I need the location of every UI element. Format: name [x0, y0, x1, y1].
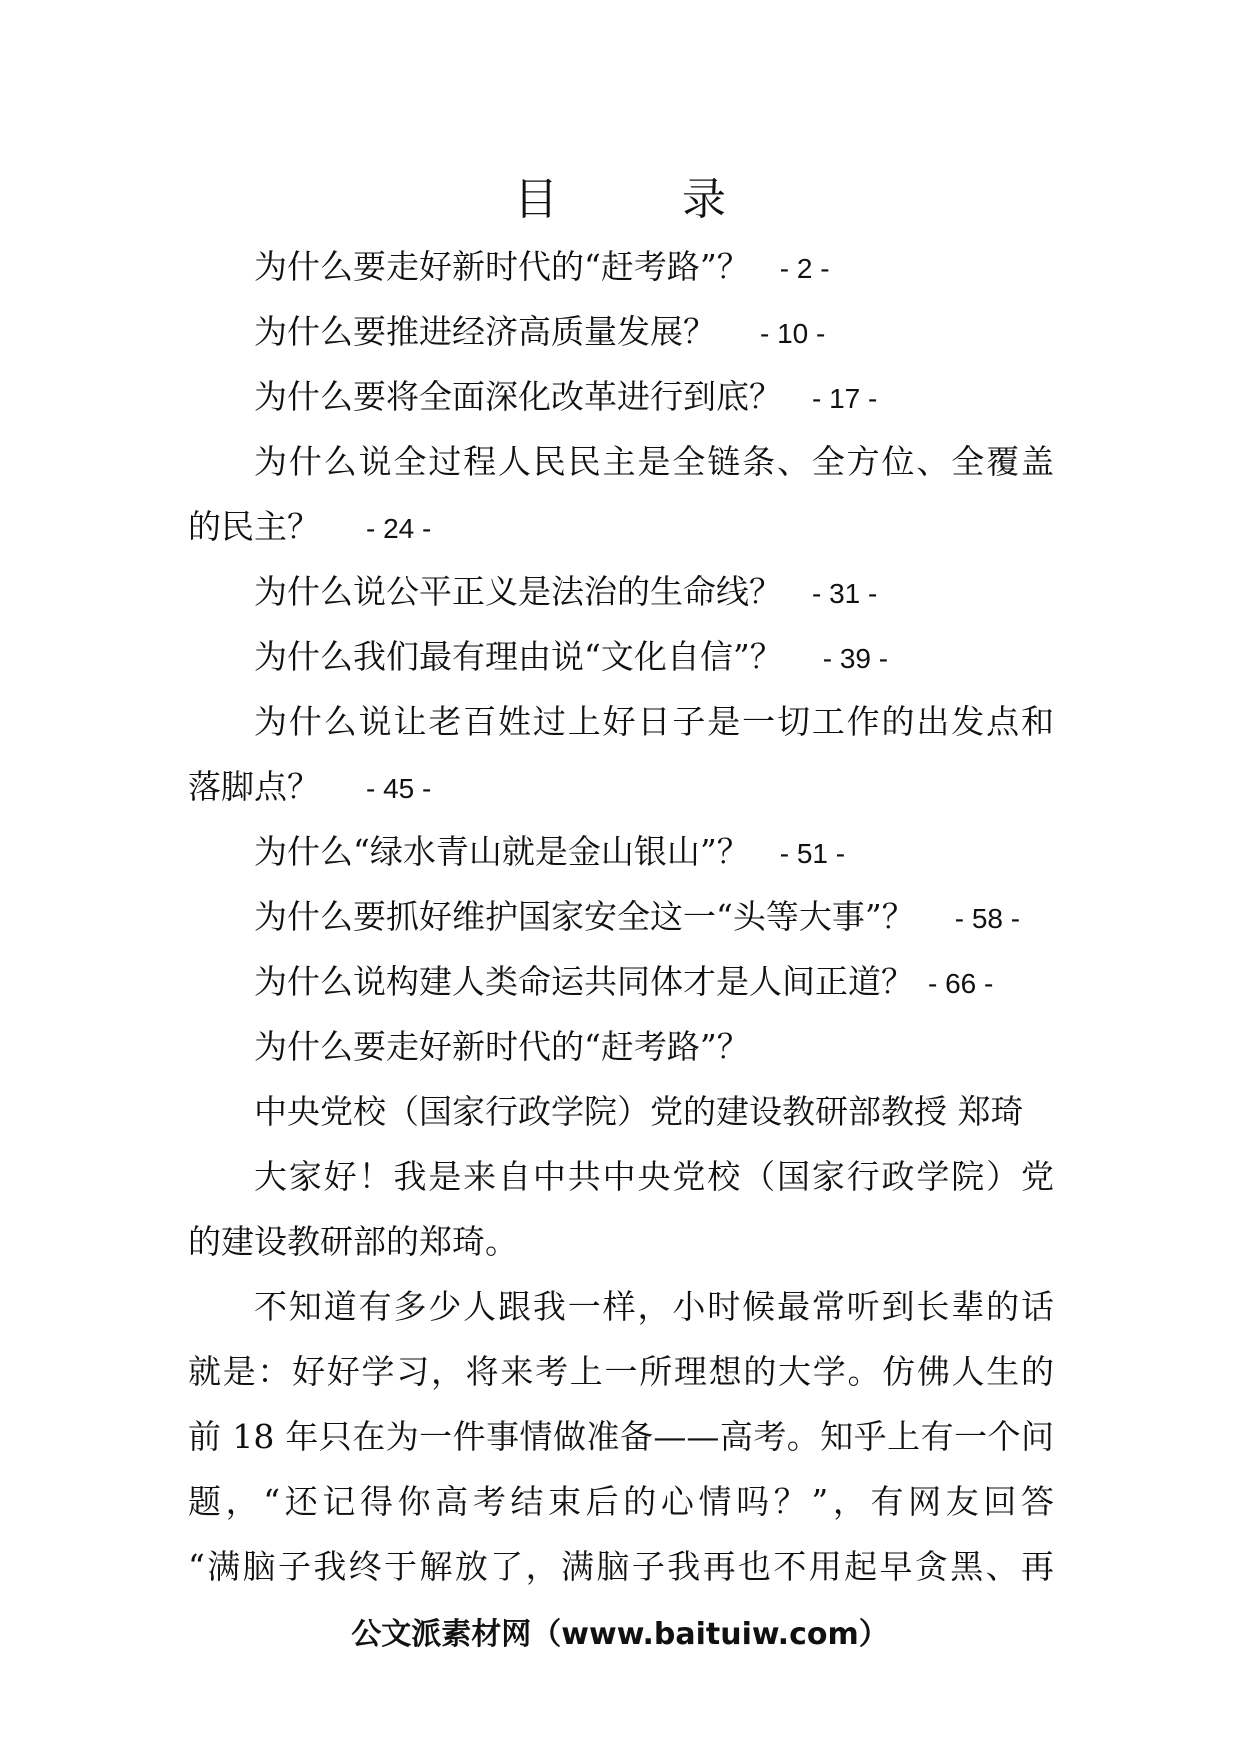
- toc-entry-2[interactable]: [188, 299, 1054, 364]
- toc-entry-7-line-1[interactable]: [188, 689, 1054, 754]
- toc-page-number: - 51 -: [779, 838, 846, 869]
- toc-entry-5[interactable]: [188, 559, 1054, 624]
- toc-title: 目 录: [514, 174, 766, 225]
- paragraph-2-line-5: “满脑子我终于解放了，满脑子我再也不用起早贪黑、再: [188, 1547, 1054, 1586]
- toc-page-number: - 31 -: [812, 578, 878, 609]
- toc-entry-text: 的民主？: [188, 507, 320, 546]
- paragraph-2-line-3: 前 18 年只在为一件事情做准备——高考。知乎上有一个问: [188, 1417, 1054, 1456]
- toc-entry-text: 落脚点？: [188, 767, 320, 806]
- toc-entry-text: 为什么“绿水青山就是金山银山”？: [254, 832, 750, 871]
- toc-page-number: - 66 -: [928, 968, 994, 999]
- toc-page-number: - 2 -: [779, 253, 830, 284]
- toc-page-number: - 39 -: [822, 643, 889, 674]
- toc-entry-text: 为什么要抓好维护国家安全这一“头等大事”？: [254, 897, 915, 936]
- toc-entry-text: 为什么要推进经济高质量发展？: [254, 312, 716, 351]
- toc-entry-10[interactable]: [188, 949, 1054, 1014]
- toc-page-number: - 17 -: [812, 383, 878, 414]
- toc-entry-6[interactable]: [188, 624, 1054, 689]
- paragraph-1-line-2: 的建设教研部的郑琦。: [188, 1222, 518, 1261]
- toc-entry-3[interactable]: [188, 364, 1054, 429]
- toc-page-number: - 58 -: [954, 903, 1021, 934]
- toc-page-number: - 45 -: [366, 773, 432, 804]
- toc-entry-7-line-2[interactable]: [188, 754, 1054, 819]
- document-body: [188, 234, 1054, 1599]
- toc-entry-text: 为什么要将全面深化改革进行到底？: [254, 377, 782, 416]
- toc-page-number: - 24 -: [366, 513, 432, 544]
- toc-page-number: - 10 -: [760, 318, 826, 349]
- paragraph-1-line-1: 大家好！我是来自中共中央党校（国家行政学院）党: [254, 1157, 1054, 1196]
- toc-entry-4-line-1[interactable]: [188, 429, 1054, 494]
- toc-entry-8[interactable]: [188, 819, 1054, 884]
- article-author: 中央党校（国家行政学院）党的建设教研部教授 郑琦: [254, 1092, 1024, 1131]
- toc-entry-text: 为什么说公平正义是法治的生命线？: [254, 572, 782, 611]
- toc-entry-9[interactable]: [188, 884, 1054, 949]
- toc-entry-4-line-2[interactable]: [188, 494, 1054, 559]
- toc-entry-text: 为什么说让老百姓过上好日子是一切工作的出发点和: [254, 702, 1054, 741]
- paragraph-2-line-4: 题，“还记得你高考结束后的心情吗？”，有网友回答: [188, 1482, 1054, 1521]
- toc-entry-text: 为什么说全过程人民民主是全链条、全方位、全覆盖: [254, 442, 1054, 481]
- paragraph-2-line-2: 就是：好好学习，将来考上一所理想的大学。仿佛人生的: [188, 1352, 1054, 1391]
- paragraph-2-line-1: 不知道有多少人跟我一样，小时候最常听到长辈的话: [254, 1287, 1054, 1326]
- toc-entry-text: 为什么说构建人类命运共同体才是人间正道？: [254, 962, 914, 1001]
- watermark-footer: 公文派素材网（www.baituiw.com）: [351, 1617, 889, 1652]
- article-title: 为什么要走好新时代的“赶考路”？: [254, 1027, 750, 1066]
- toc-entry-1[interactable]: [188, 234, 1054, 299]
- toc-entry-text: 为什么要走好新时代的“赶考路”？: [254, 247, 750, 286]
- toc-entry-text: 为什么我们最有理由说“文化自信”？: [254, 637, 783, 676]
